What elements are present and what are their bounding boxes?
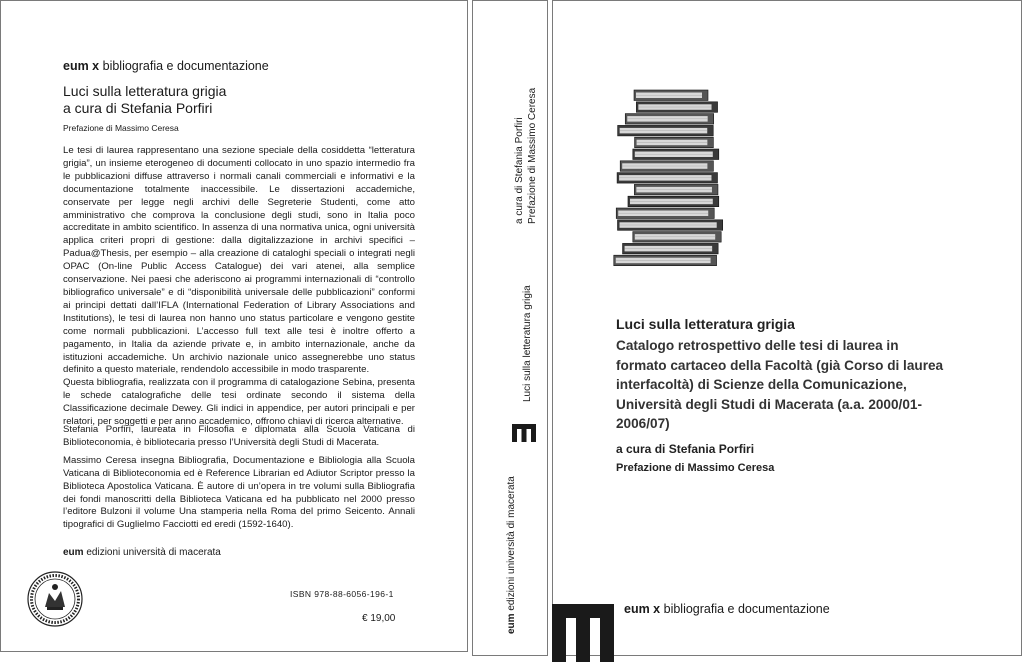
front-editor: a cura di Stefania Porfiri <box>616 442 755 456</box>
series-prefix: eum x <box>63 59 100 73</box>
preface-line: Prefazione di Massimo Ceresa <box>63 123 179 133</box>
spine-publisher-name: edizioni università di macerata <box>506 476 517 611</box>
book <box>625 114 713 125</box>
series-label <box>63 59 269 73</box>
book <box>633 232 721 243</box>
book <box>636 102 717 113</box>
blurb <box>63 145 415 429</box>
book <box>633 149 719 160</box>
book <box>620 161 713 172</box>
eum-logo-icon <box>552 604 616 662</box>
book <box>635 137 714 148</box>
bio-ceresa: Massimo Ceresa insegna Bibliografia, Documentazione e Bibliologia alla Scuola Vaticana di Biblioteconomia ed è Reference Librarian ed Adiutor Scriptor presso la Biblioteca Apostolica Vaticana. È autore di un’opera in tre volumi sulla Bibliografia dei fondi manoscritti della Biblioteca Vaticana ed ha pubblicato nel 2000 presso l’editore Bulzoni il volume Una stamperia nella Roma del primo Seicento. Annali tipografici di Guglielmo Facciotti ed eredi (1592-1640). <box>63 454 415 531</box>
book <box>628 196 719 207</box>
book <box>634 184 718 195</box>
spine-title: Luci sulla letteratura grigia <box>522 285 533 402</box>
front-title: Luci sulla letteratura grigia <box>616 316 795 332</box>
editor-line: a cura di Stefania Porfiri <box>63 100 213 116</box>
spine-editor: a cura di Stefania Porfiri <box>514 117 525 224</box>
book <box>616 208 714 219</box>
book <box>634 90 708 101</box>
front-preface: Prefazione di Massimo Ceresa <box>616 462 775 474</box>
publisher-name: edizioni università di macerata <box>86 547 221 558</box>
book <box>618 125 714 135</box>
blurb-paragraph: Questa bibliografia, realizzata con il programma di catalogazione Sebina, presenta le schede catalografiche delle tesi ordinate secondo il sistema della Classificazione decimale Dewey. Gli indici in appendice, per autori principali e per relatori, per soggetti e per anno accademico, offrono chiavi di ricerca alternative. <box>63 377 415 428</box>
book <box>614 255 717 266</box>
front-subtitle: Catalogo retrospettivo delle tesi di laurea in formato cartaceo della Facoltà (già Corso di laurea interfacoltà) di Scienze della Comunicazione, Università degli Studi di Macerata (a.a. 2000/01-2006/07) <box>616 338 944 431</box>
blurb-paragraph: Le tesi di laurea rappresentano una sezione speciale della cosiddetta “letteratura grigia”, un insieme eterogeneo di documenti collocato in uno spazio intermedio fra le pubblicazioni diffuse attraverso i normali canali commerciali e informativi e la documentazione totalmente inaccessibile. Le dissertazioni accademiche, conservate per legge negli archivi delle Segreterie Studenti, come atto amministrativo che comprova la conclusione degli studi, sono in Italia poco accreditate in ambito scientifico. In assenza di una normativa unica, ogni università applica criteri propri di gestione: dalla digitalizzazione in archivi specifici – Padua@Thesis, per esempio – alla creazione di cataloghi speciali o integrati negli OPAC (On-line Public Access Catalogue) dei vari atenei, alla semplice conservazione. Nei paesi che aderiscono ai programmi internazionali di “controllo bibliografico universale” e di “disponibilità universale delle pubblicazioni” conformi ai principi dettati dall’IFLA (International Federation of Library Associations and Institutions), le tesi di laurea non hanno uno status particolare e vengono gestite come normali pubblicazioni. L’accesso full text alle tesi è inoltre offerto a pagamento, in Italia da aziende private e, in ambito internazionale, anche da istituzioni accademiche. Un archivio nazionale unico assegnerebbe uno status definito a questo materiale, rendendolo accessibile in modo trasparente. <box>63 145 415 376</box>
price: € 19,00 <box>362 613 396 624</box>
spine-publisher <box>506 476 517 634</box>
back-cover <box>0 0 468 652</box>
series-name: bibliografia e documentazione <box>102 59 269 73</box>
author-bios <box>63 424 415 537</box>
front-series-prefix: eum x <box>624 602 661 616</box>
book <box>618 220 723 231</box>
book-title: Luci sulla letteratura grigia <box>63 83 227 99</box>
eum-logo-icon <box>512 424 536 442</box>
university-seal-icon <box>27 571 83 627</box>
publisher-line <box>63 547 221 558</box>
book <box>617 173 717 184</box>
book-stack-icon <box>612 86 730 272</box>
spine-preface: Prefazione di Massimo Ceresa <box>527 87 538 224</box>
isbn: ISBN 978-88-6056-196-1 <box>290 589 394 599</box>
bio-porfiri: Stefania Porfiri, laureata in Filosofia e diplomata alla Scuola Vaticana di Biblioteconomia, è bibliotecaria presso l’Università degli Studi di Macerata. <box>63 424 415 448</box>
spine-publisher-prefix: eum <box>506 613 517 634</box>
book-title-block <box>63 83 226 117</box>
book <box>623 243 719 254</box>
front-series-name: bibliografia e documentazione <box>663 602 830 616</box>
publisher-prefix: eum <box>63 547 84 558</box>
front-series-label <box>624 602 830 616</box>
